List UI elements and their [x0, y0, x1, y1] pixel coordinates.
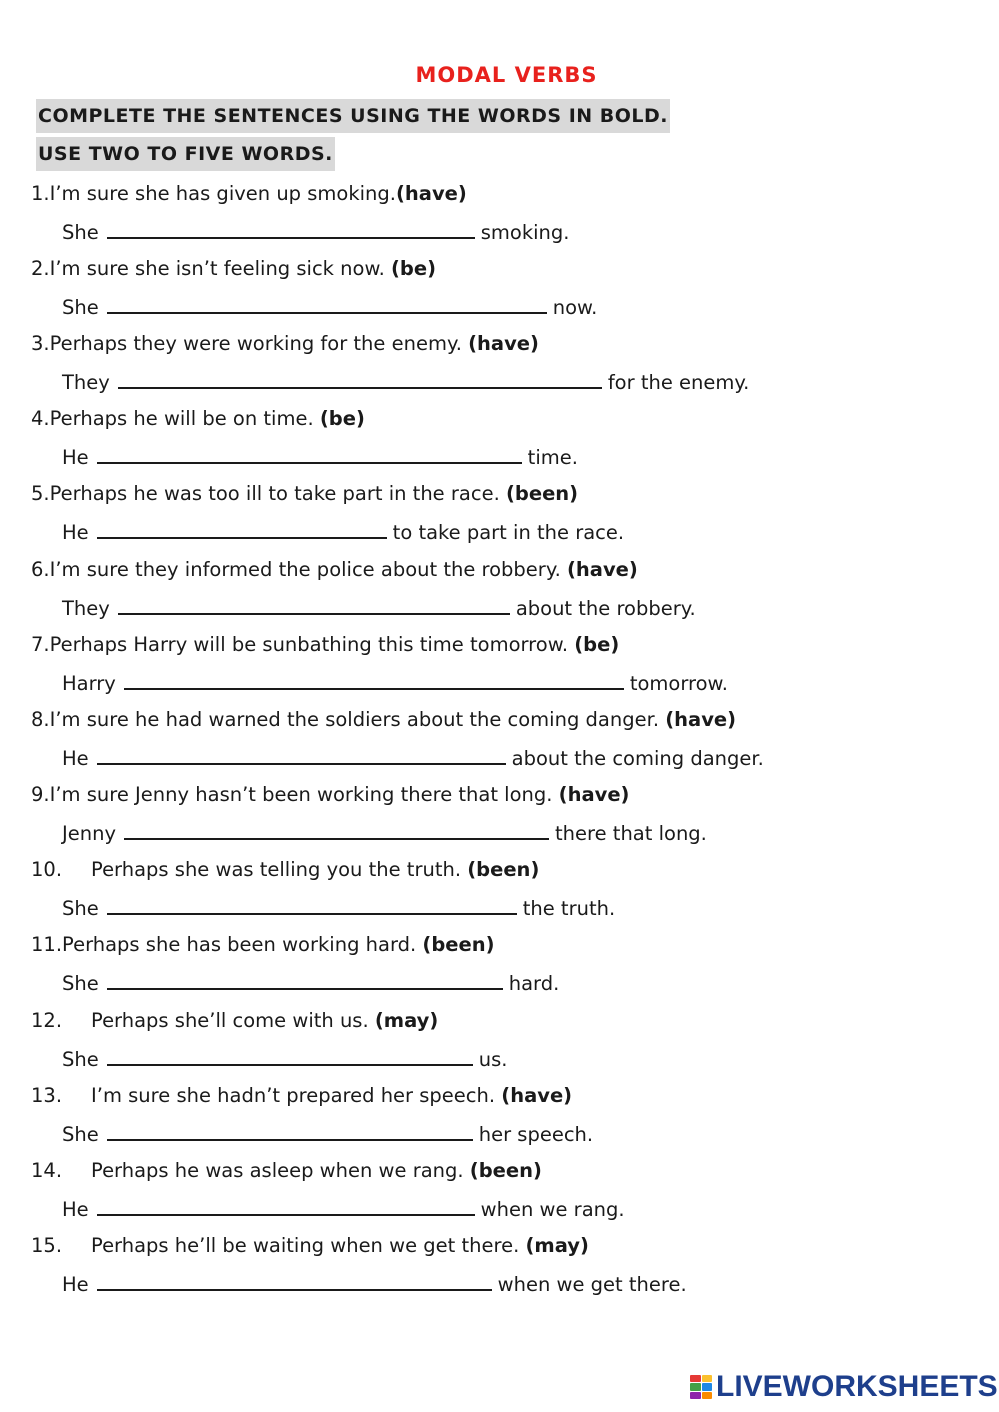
answer-start: He — [62, 446, 89, 469]
question-11 — [31, 932, 495, 958]
answer-line-10 — [62, 895, 615, 921]
question-text: Perhaps he’ll be waiting when we get there. — [91, 1234, 526, 1257]
answer-blank[interactable] — [107, 1121, 473, 1141]
instruction-line-1: COMPLETE THE SENTENCES USING THE WORDS IN BOLD. — [36, 99, 670, 133]
answer-line-14 — [62, 1196, 625, 1222]
keyword-bold: (have) — [566, 558, 638, 581]
answer-start: She — [62, 1048, 99, 1071]
question-number: 11. — [31, 933, 63, 956]
answer-line-1 — [62, 219, 569, 245]
question-text: I’m sure she has given up smoking. — [49, 182, 396, 205]
answer-line-4 — [62, 444, 578, 470]
question-number: 13. — [31, 1084, 63, 1107]
logo-square — [690, 1392, 701, 1399]
keyword-bold: (may) — [525, 1234, 589, 1257]
answer-blank[interactable] — [97, 745, 506, 765]
keyword-bold: (been) — [505, 482, 579, 505]
keyword-bold: (have) — [501, 1084, 573, 1107]
logo-square — [702, 1392, 713, 1399]
logo-square — [690, 1383, 701, 1390]
answer-end: her speech. — [478, 1123, 594, 1146]
answer-line-2 — [62, 294, 597, 320]
answer-start: Jenny — [62, 822, 117, 845]
answer-blank[interactable] — [107, 970, 503, 990]
question-5 — [31, 481, 578, 507]
answer-blank[interactable] — [107, 895, 517, 915]
question-10 — [31, 857, 539, 883]
logo-square — [690, 1375, 701, 1382]
question-text: Perhaps they were working for the enemy. — [49, 332, 469, 355]
logo-icon — [690, 1375, 712, 1399]
answer-start: He — [62, 1273, 89, 1296]
answer-start: She — [62, 221, 99, 244]
question-number: 3. — [31, 332, 50, 355]
question-text: I’m sure Jenny hasn’t been working there that long. — [49, 783, 559, 806]
question-text: Perhaps she has been working hard. — [62, 933, 423, 956]
question-number: 1. — [31, 182, 50, 205]
answer-end: tomorrow. — [629, 672, 728, 695]
question-text: Perhaps he was asleep when we rang. — [91, 1159, 470, 1182]
question-text: I’m sure she isn’t feeling sick now. — [49, 257, 392, 280]
question-14 — [31, 1158, 542, 1184]
keyword-bold: (have) — [665, 708, 737, 731]
answer-line-6 — [62, 595, 696, 621]
answer-start: She — [62, 897, 99, 920]
question-12 — [31, 1008, 438, 1034]
question-number: 14. — [31, 1159, 63, 1182]
keyword-bold: (been) — [469, 1159, 542, 1182]
answer-blank[interactable] — [97, 1196, 475, 1216]
answer-end: to take part in the race. — [392, 521, 625, 544]
question-number: 2. — [31, 257, 50, 280]
answer-start: They — [62, 597, 110, 620]
answer-line-15 — [62, 1271, 687, 1297]
question-number: 9. — [31, 783, 50, 806]
keyword-bold: (may) — [374, 1009, 439, 1032]
answer-start: She — [62, 972, 99, 995]
answer-end: now. — [552, 296, 598, 319]
question-2 — [31, 256, 436, 282]
question-number: 8. — [31, 708, 50, 731]
question-number: 7. — [31, 633, 50, 656]
instruction-line-2: USE TWO TO FIVE WORDS. — [36, 137, 335, 171]
liveworksheets-logo — [690, 1372, 998, 1402]
question-1 — [31, 181, 467, 207]
answer-blank[interactable] — [124, 820, 549, 840]
answer-start: He — [62, 521, 89, 544]
question-6 — [31, 557, 638, 583]
answer-end: when we get there. — [497, 1273, 687, 1296]
answer-blank[interactable] — [97, 444, 522, 464]
answer-line-13 — [62, 1121, 593, 1147]
answer-start: They — [62, 371, 110, 394]
answer-end: hard. — [508, 972, 560, 995]
question-number: 10. — [31, 858, 63, 881]
question-8 — [31, 707, 736, 733]
answer-line-5 — [62, 519, 624, 545]
answer-start: She — [62, 1123, 99, 1146]
answer-blank[interactable] — [107, 294, 547, 314]
logo-square — [702, 1375, 713, 1382]
question-number: 12. — [31, 1009, 63, 1032]
question-number: 4. — [31, 407, 50, 430]
worksheet-title: MODAL VERBS — [415, 63, 598, 87]
keyword-bold: (be) — [574, 633, 620, 656]
answer-start: He — [62, 747, 89, 770]
answer-blank[interactable] — [97, 1271, 492, 1291]
question-number: 5. — [31, 482, 50, 505]
answer-end: about the coming danger. — [511, 747, 764, 770]
answer-blank[interactable] — [107, 1046, 473, 1066]
answer-start: Harry — [62, 672, 116, 695]
logo-text: LIVEWORKSHEETS — [716, 1370, 998, 1403]
keyword-bold: (be) — [391, 257, 437, 280]
question-9 — [31, 782, 629, 808]
answer-line-12 — [62, 1046, 507, 1072]
keyword-bold: (be) — [319, 407, 365, 430]
question-number: 6. — [31, 558, 50, 581]
keyword-bold: (have) — [558, 783, 630, 806]
answer-end: for the enemy. — [607, 371, 750, 394]
answer-blank[interactable] — [124, 670, 624, 690]
answer-end: the truth. — [522, 897, 616, 920]
answer-line-3 — [62, 369, 749, 395]
question-text: I’m sure she hadn’t prepared her speech. — [91, 1084, 502, 1107]
question-text: Perhaps she’ll come with us. — [91, 1009, 375, 1032]
question-text: Perhaps he will be on time. — [49, 407, 320, 430]
answer-line-8 — [62, 745, 764, 771]
question-text: I’m sure they informed the police about the robbery. — [49, 558, 567, 581]
question-text: Perhaps Harry will be sunbathing this time tomorrow. — [49, 633, 575, 656]
answer-end: there that long. — [555, 822, 707, 845]
answer-start: He — [62, 1198, 89, 1221]
answer-blank[interactable] — [118, 369, 602, 389]
question-13 — [31, 1083, 572, 1109]
answer-blank[interactable] — [107, 219, 475, 239]
answer-start: She — [62, 296, 99, 319]
keyword-bold: (been) — [422, 933, 495, 956]
question-15 — [31, 1233, 589, 1259]
answer-line-11 — [62, 970, 559, 996]
question-text: Perhaps she was telling you the truth. — [91, 858, 468, 881]
question-7 — [31, 632, 619, 658]
logo-square — [702, 1383, 713, 1390]
answer-line-9 — [62, 820, 707, 846]
question-text: I’m sure he had warned the soldiers about the coming danger. — [49, 708, 666, 731]
answer-end: smoking. — [480, 221, 570, 244]
question-number: 15. — [31, 1234, 63, 1257]
keyword-bold: (been) — [467, 858, 540, 881]
answer-end: about the robbery. — [515, 597, 696, 620]
question-4 — [31, 406, 365, 432]
question-text: Perhaps he was too ill to take part in the race. — [49, 482, 506, 505]
answer-end: us. — [478, 1048, 508, 1071]
answer-blank[interactable] — [118, 595, 510, 615]
answer-line-7 — [62, 670, 728, 696]
question-3 — [31, 331, 539, 357]
answer-end: time. — [527, 446, 578, 469]
keyword-bold: (have) — [396, 182, 467, 205]
answer-end: when we rang. — [480, 1198, 625, 1221]
keyword-bold: (have) — [468, 332, 539, 355]
answer-blank[interactable] — [97, 519, 387, 539]
